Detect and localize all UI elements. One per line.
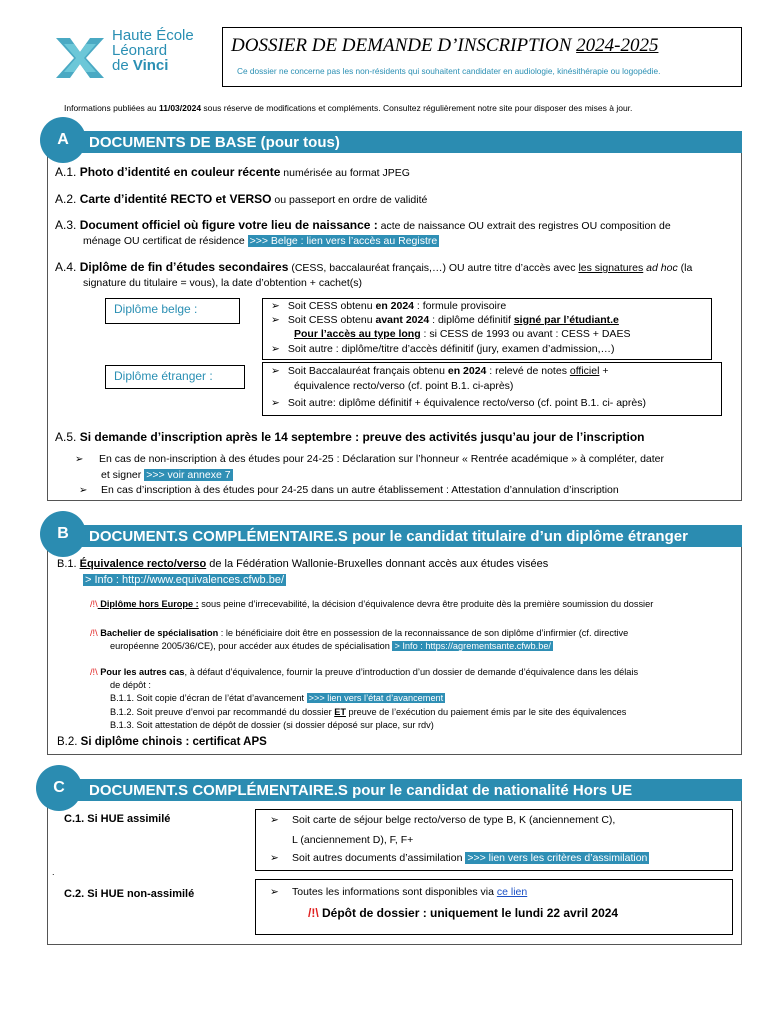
arrow-icon: ➢ xyxy=(271,300,280,312)
belge-item-3: ➢ Soit autre : diplôme/titre d’accès définitif (jury, examen d’admission,…) xyxy=(271,343,615,355)
logo-line3: de Vinci xyxy=(112,57,169,74)
logo-line1: Haute École xyxy=(112,27,194,44)
arrow-icon: ➢ xyxy=(75,454,84,465)
publication-notice: Informations publiées au 11/03/2024 sous réserve de modifications et compléments. Consultez régulièrement notre site pour disposer des mises à jour. xyxy=(64,103,633,113)
arrow-icon: ➢ xyxy=(270,852,279,864)
diplome-belge-label: Diplôme belge : xyxy=(114,302,198,316)
section-b-header: DOCUMENT.S COMPLÉMENTAIRE.S pour le candidat titulaire d’un diplôme étranger xyxy=(47,525,742,547)
section-c-badge: C xyxy=(36,765,82,811)
diplome-etranger-label: Diplôme étranger : xyxy=(114,369,213,383)
agrement-sante-link[interactable]: > Info : https://agrementsante.cfwb.be/ xyxy=(394,641,551,651)
c2-deadline: /!\ Dépôt de dossier : uniquement le lundi 22 avril 2024 xyxy=(308,906,619,920)
item-b11: B.1.1. Soit copie d’écran de l’état d’avancement >>> lien vers l’état d’avancement xyxy=(110,693,444,703)
belge-item-2: ➢ Soit CESS obtenu avant 2024 : diplôme définitif signé par l’étudiant.e xyxy=(271,314,619,326)
etat-avancement-link[interactable]: >>> lien vers l’état d’avancement xyxy=(308,693,444,703)
diplome-etranger-list xyxy=(262,362,722,416)
c1-item-1-line2: L (anciennement D), F, F+ xyxy=(292,834,414,846)
c1-label: C.1. Si HUE assimilé xyxy=(64,813,171,825)
arrow-icon: ➢ xyxy=(271,397,280,409)
warning-hors-europe: /!\ Diplôme hors Europe : sous peine d’irrecevabilité, la décision d’équivalence devra être produite dès la première soumission du dossier xyxy=(90,599,654,609)
page-title: DOSSIER DE DEMANDE D’INSCRIPTION 2024-2025 xyxy=(231,35,659,56)
diplome-etranger-label-box xyxy=(105,365,245,389)
c1-list xyxy=(255,809,733,871)
warning-icon: /!\ xyxy=(90,628,98,638)
warning-icon: /!\ xyxy=(90,599,98,609)
warning-specialisation-line2: européenne 2005/36/CE), pour accéder aux études de spécialisation > Info : https://agrementsante.cfwb.be/ xyxy=(110,641,551,651)
page-subtitle: Ce dossier ne concerne pas les non-résidents qui souhaitent candidater en audiologie, kinésithérapie ou logopédie. xyxy=(237,66,661,76)
c2-item-1: ➢ Toutes les informations sont disponibles via ce lien xyxy=(270,886,528,898)
criteres-assimilation-link[interactable]: >>> lien vers les critères d’assimilation xyxy=(467,852,648,864)
warning-autres-cas: /!\ Pour les autres cas, à défaut d’équivalence, fournir la preuve d’introduction d’un dossier de demande d’équivalence dans les délais xyxy=(90,667,639,677)
title-box xyxy=(222,27,742,87)
warning-icon: /!\ xyxy=(308,906,319,920)
item-a5-bullet-1: ➢ En cas de non-inscription à des études pour 24-25 : Déclaration sur l’honneur « Rentrée académique » à compléter, dater xyxy=(75,453,665,465)
c1-item-2: ➢ Soit autres documents d’assimilation >>> lien vers les critères d’assimilation xyxy=(270,852,648,864)
item-a3: A.3. Document officiel où figure votre lieu de naissance : acte de naissance OU extrait des registres OU composition de xyxy=(55,218,671,232)
logo-mark-icon xyxy=(52,30,108,80)
arrow-icon: ➢ xyxy=(270,886,279,898)
c2-list xyxy=(255,879,733,935)
item-b2: B.2. Si diplôme chinois : certificat APS xyxy=(57,736,267,748)
section-a-badge: A xyxy=(40,117,86,163)
item-a5: A.5. Si demande d’inscription après le 14 septembre : preuve des activités jusqu’au jour de l’inscription xyxy=(55,430,645,444)
item-b13: B.1.3. Soit attestation de dépôt de dossier (si dossier déposé sur place, sur rdv) xyxy=(110,720,434,730)
item-a5-bullet-1-line2: et signer >>> voir annexe 7 xyxy=(101,469,231,481)
arrow-icon: ➢ xyxy=(270,814,279,826)
belge-item-1: ➢ Soit CESS obtenu en 2024 : formule provisoire xyxy=(271,300,507,312)
item-b12: B.1.2. Soit preuve d’envoi par recommandé du dossier ET preuve de l’exécution du paiement émis par le site des équivalences xyxy=(110,707,627,717)
equivalences-link[interactable]: > Info : http://www.equivalences.cfwb.be/ xyxy=(85,574,285,586)
logo-line2: Léonard xyxy=(112,42,168,59)
c1-item-1: ➢ Soit carte de séjour belge recto/verso de type B, K (anciennement C), xyxy=(270,814,616,826)
arrow-icon: ➢ xyxy=(79,485,88,496)
c2-label: C.2. Si HUE non-assimilé xyxy=(64,888,195,900)
item-a3-line2: ménage OU certificat de résidence >>> Belge : lien vers l’accès au Registre xyxy=(83,235,438,247)
warning-autres-cas-line2: de dépôt : xyxy=(110,680,151,690)
etranger-item-1-line2: équivalence recto/verso (cf. point B.1. ci-après) xyxy=(294,380,514,392)
item-a4-line2: signature du titulaire = vous), la date d’obtention + cachet(s) xyxy=(83,277,362,289)
belge-item-2-line2: Pour l’accès au type long : si CESS de 1993 ou avant : CESS + DAES xyxy=(294,328,631,340)
item-a1: A.1. Photo d’identité en couleur récente numérisée au format JPEG xyxy=(55,165,410,179)
item-a5-bullet-2: ➢ En cas d’inscription à des études pour 24-25 dans un autre établissement : Attestation d’annulation d’inscription xyxy=(79,484,619,496)
school-logo xyxy=(52,28,212,84)
item-b1-line2 xyxy=(83,574,286,586)
item-a2: A.2. Carte d’identité RECTO et VERSO ou passeport en ordre de validité xyxy=(55,192,428,206)
diplome-belge-list xyxy=(262,298,712,360)
ce-lien-link[interactable]: ce lien xyxy=(496,886,528,898)
etranger-item-1: ➢ Soit Baccalauréat français obtenu en 2024 : relevé de notes officiel + xyxy=(271,365,609,377)
section-b-badge: B xyxy=(40,511,86,557)
registre-link[interactable]: >>> Belge : lien vers l’accès au Registre xyxy=(249,235,438,247)
separator-dot: . xyxy=(52,867,55,877)
arrow-icon: ➢ xyxy=(271,314,280,326)
item-b1: B.1. Équivalence recto/verso de la Fédération Wallonie-Bruxelles donnant accès aux études visées xyxy=(57,558,549,570)
warning-icon: /!\ xyxy=(90,667,98,677)
warning-specialisation: /!\ Bachelier de spécialisation : le bénéficiaire doit être en possession de la reconnaissance de son diplôme d’infirmier (cf. directive xyxy=(90,628,629,638)
item-a4: A.4. Diplôme de fin d’études secondaires (CESS, baccalauréat français,…) OU autre titre d’accès avec les signatures ad hoc (la xyxy=(55,260,693,274)
etranger-item-2: ➢ Soit autre: diplôme définitif + équivalence recto/verso (cf. point B.1. ci- après) xyxy=(271,397,646,409)
section-c-header: DOCUMENT.S COMPLÉMENTAIRE.S pour le candidat de nationalité Hors UE xyxy=(47,779,742,801)
section-a-header: DOCUMENTS DE BASE (pour tous) xyxy=(47,131,742,153)
diplome-belge-label-box xyxy=(105,298,240,324)
annexe-7-link[interactable]: >>> voir annexe 7 xyxy=(146,469,231,481)
arrow-icon: ➢ xyxy=(271,343,280,355)
arrow-icon: ➢ xyxy=(271,365,280,377)
